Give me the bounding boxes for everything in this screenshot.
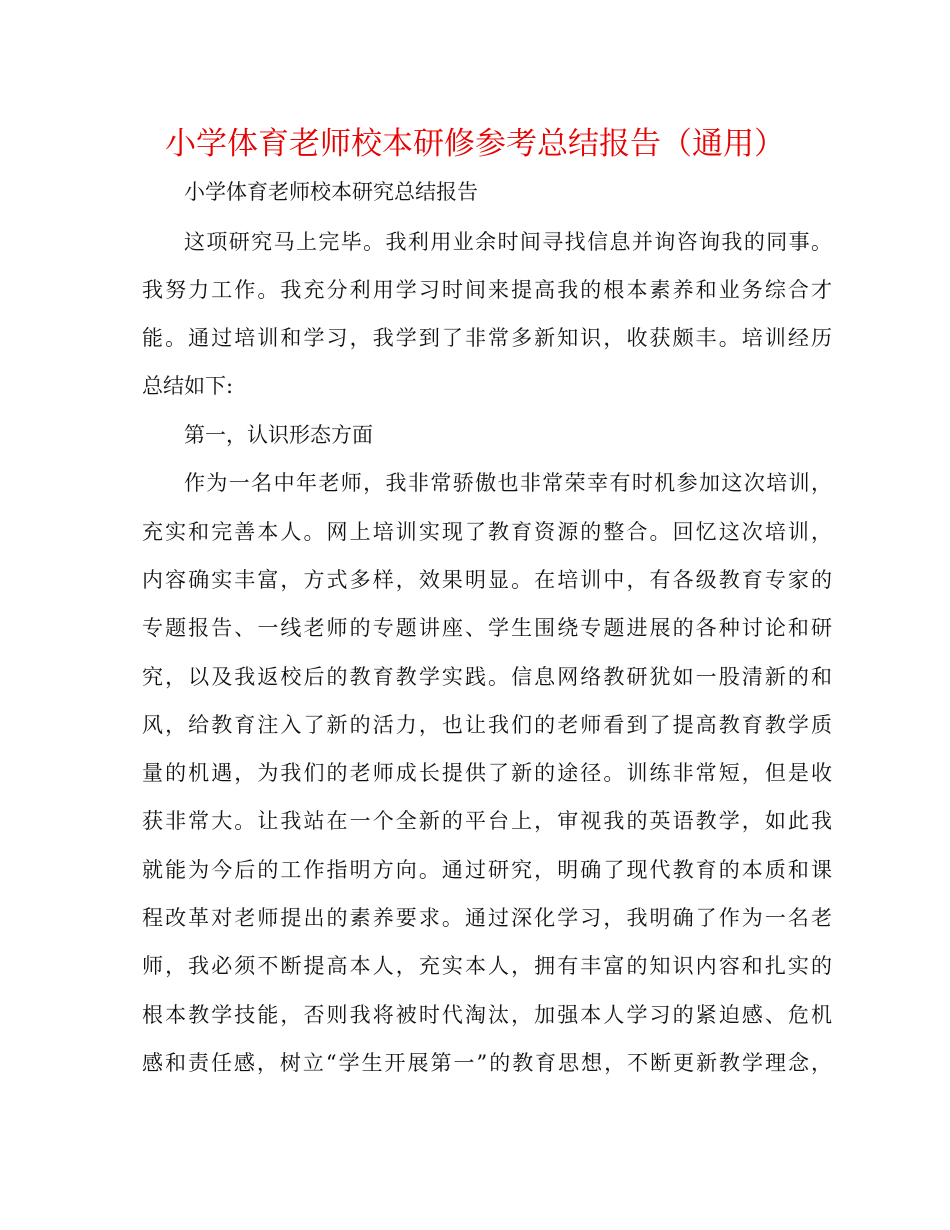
paragraph-line: 师，我必须不断提高本人，充实本人，拥有丰富的知识内容和扎实的 bbox=[142, 954, 832, 978]
paragraph-line: 作为一名中年老师，我非常骄傲也非常荣幸有时机参加这次培训， bbox=[184, 471, 832, 495]
paragraph-line: 就能为今后的工作指明方向。通过研究，明确了现代教育的本质和课 bbox=[142, 858, 832, 882]
paragraph-line: 根本教学技能，否则我将被时代淘汰，加强本人学习的紧迫感、危机 bbox=[142, 1003, 832, 1027]
paragraph-line: 我努力工作。我充分利用学习时间来提高我的根本素养和业务综合才 bbox=[142, 278, 832, 302]
paragraph-line: 充实和完善本人。网上培训实现了教育资源的整合。回忆这次培训， bbox=[142, 520, 832, 544]
subtitle-line: 小学体育老师校本研究总结报告 bbox=[184, 180, 478, 204]
paragraph-line: 专题报告、一线老师的专题讲座、学生围绕专题进展的各种讨论和研 bbox=[142, 616, 832, 640]
section-heading: 第一，认识形态方面 bbox=[184, 423, 373, 447]
paragraph-line: 究，以及我返校后的教育教学实践。信息网络教研犹如一股清新的和 bbox=[142, 665, 832, 689]
paragraph-line: 风，给教育注入了新的活力，也让我们的老师看到了提高教育教学质 bbox=[142, 713, 832, 737]
paragraph-line: 能。通过培训和学习，我学到了非常多新知识，收获颇丰。培训经历 bbox=[142, 326, 832, 350]
paragraph-line: 这项研究马上完毕。我利用业余时间寻找信息并询咨询我的同事。 bbox=[184, 230, 832, 254]
document-title: 小学体育老师校本研修参考总结报告（通用） bbox=[165, 126, 785, 162]
paragraph-line: 获非常大。让我站在一个全新的平台上，审视我的英语教学，如此我 bbox=[142, 809, 832, 833]
paragraph-line: 总结如下: bbox=[142, 374, 234, 398]
paragraph-line: 量的机遇，为我们的老师成长提供了新的途径。训练非常短，但是收 bbox=[142, 761, 832, 785]
paragraph-line: 程改革对老师提出的素养要求。通过深化学习，我明确了作为一名老 bbox=[142, 906, 832, 930]
paragraph-line: 内容确实丰富，方式多样，效果明显。在培训中，有各级教育专家的 bbox=[142, 568, 832, 592]
paragraph-line: 感和责任感，树立“学生开展第一”的教育思想，不断更新教学理念， bbox=[142, 1051, 832, 1075]
